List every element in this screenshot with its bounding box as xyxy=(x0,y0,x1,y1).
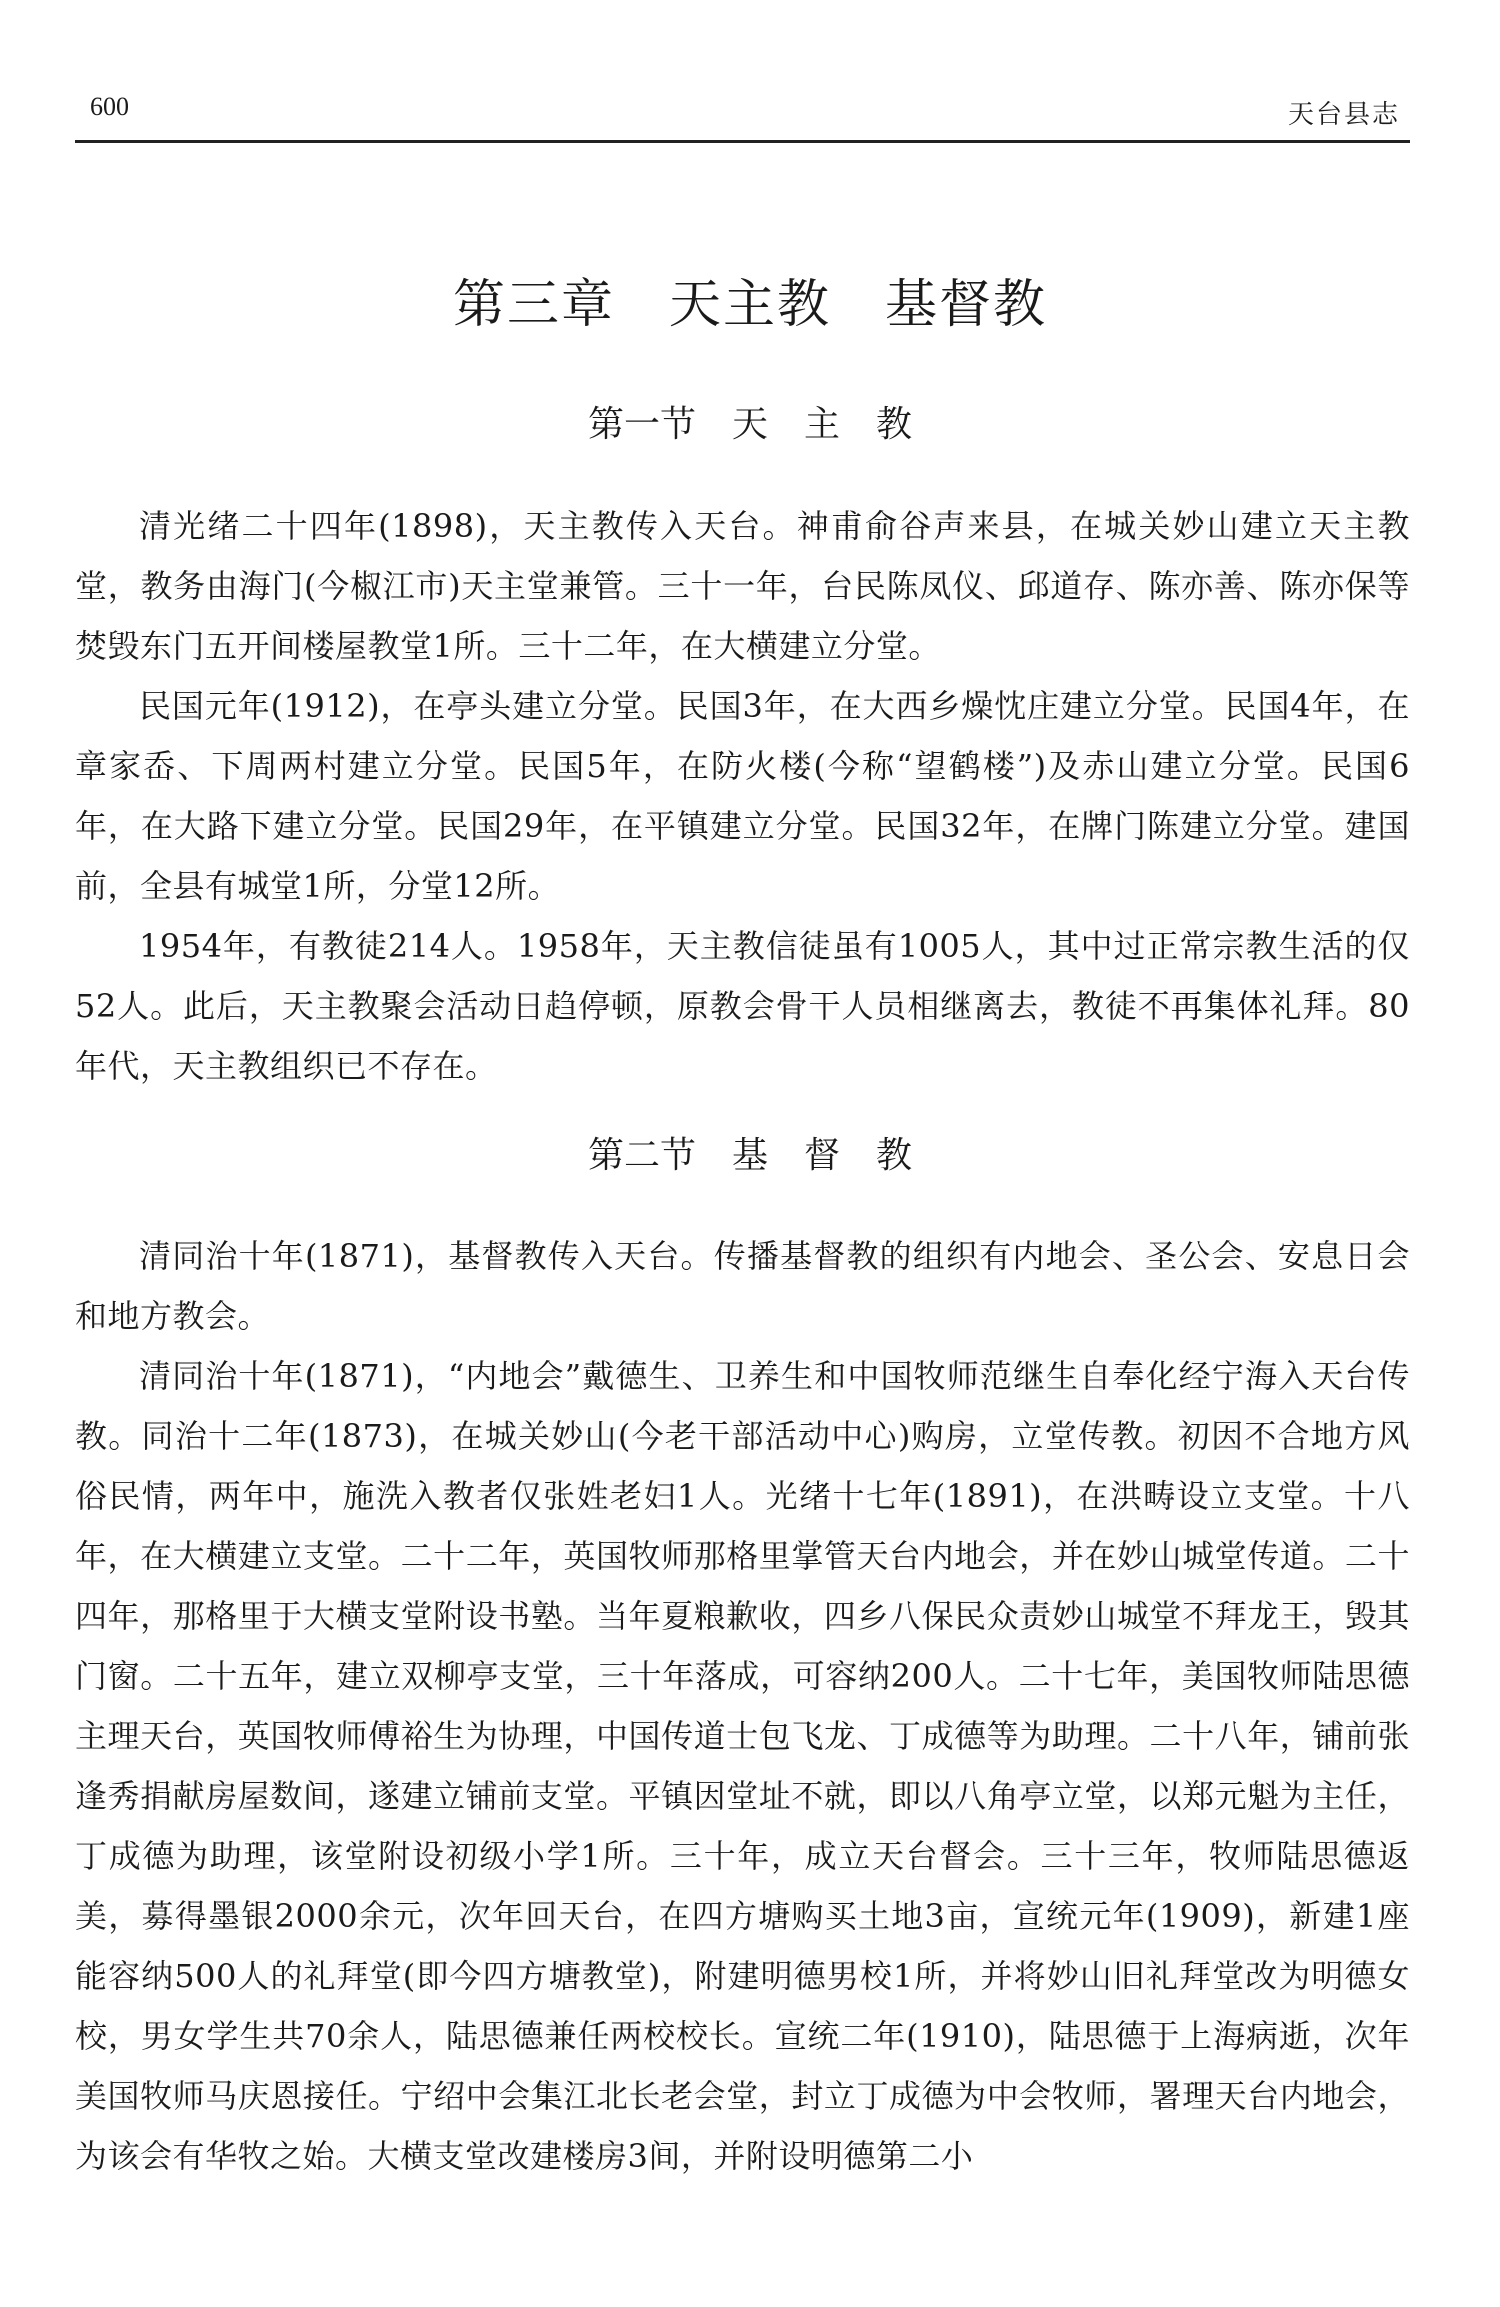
section-body-catholicism xyxy=(75,496,1410,1096)
paragraph: 清光绪二十四年(1898)，天主教传入天台。神甫俞谷声来县，在城关妙山建立天主教堂，教务由海门(今椒江市)天主堂兼管。三十一年，台民陈凤仪、邱道存、陈亦善、陈亦保等焚毁东门五开间楼屋教堂1所。三十二年，在大横建立分堂。 xyxy=(75,507,1410,665)
paragraph: 清同治十年(1871)，基督教传入天台。传播基督教的组织有内地会、圣公会、安息日会和地方教会。 xyxy=(75,1237,1410,1335)
page-number: 600 xyxy=(90,92,129,121)
section-title-catholicism: 第一节 天 主 教 xyxy=(587,404,912,445)
paragraph: 民国元年(1912)，在亭头建立分堂。民国3年，在大西乡燥忱庄建立分堂。民国4年，在章家岙、下周两村建立分堂。民国5年，在防火楼(今称“望鹤楼”)及赤山建立分堂。民国6年，在大路下建立分堂。民国29年，在平镇建立分堂。民国32年，在牌门陈建立分堂。建国前，全县有城堂1所，分堂12所。 xyxy=(75,687,1410,905)
paragraph: 1954年，有教徒214人。1958年，天主教信徒虽有1005人，其中过正常宗教生活的仅52人。此后，天主教聚会活动日趋停顿，原教会骨干人员相继离去，教徒不再集体礼拜。80年代，天主教组织已不存在。 xyxy=(75,927,1410,1085)
running-header xyxy=(75,92,1410,143)
section-title-protestantism: 第二节 基 督 教 xyxy=(587,1135,912,1176)
chapter-title: 第三章 天主教 基督教 xyxy=(452,275,1047,335)
paragraph: 清同治十年(1871)，“内地会”戴德生、卫养生和中国牧师范继生自奉化经宁海入天台传教。同治十二年(1873)，在城关妙山(今老干部活动中心)购房，立堂传教。初因不合地方风俗民情，两年中，施洗入教者仅张姓老妇1人。光绪十七年(1891)，在洪畴设立支堂。十八年，在大横建立支堂。二十二年，英国牧师那格里掌管天台内地会，并在妙山城堂传道。二十四年，那格里于大横支堂附设书塾。当年夏粮歉收，四乡八保民众责妙山城堂不拜龙王，毁其门窗。二十五年，建立双柳亭支堂，三十年落成，可容纳200人。二十七年，美国牧师陆思德主理天台，英国牧师傅裕生为协理，中国传道士包飞龙、丁成德等为助理。二十八年，铺前张逢秀捐献房屋数间，遂建立铺前支堂。平镇因堂址不就，即以八角亭立堂，以郑元魁为主任，丁成德为助理，该堂附设初级小学1所。三十年，成立天台督会。三十三年，牧师陆思德返美，募得墨银2000余元，次年回天台，在四方塘购买土地3亩，宣统元年(1909)，新建1座能容纳500人的礼拜堂(即今四方塘教堂)，附建明德男校1所，并将妙山旧礼拜堂改为明德女校，男女学生共70余人，陆思德兼任两校校长。宣统二年(1910)，陆思德于上海病逝，次年美国牧师马庆恩接任。宁绍中会集江北长老会堂，封立丁成德为中会牧师，署理天台内地会，为该会有华牧之始。大横支堂改建楼房3间，并附设明德第二小 xyxy=(75,1357,1410,2175)
book-title: 天台县志 xyxy=(1287,100,1400,130)
section-body-protestantism xyxy=(75,1226,1410,2186)
